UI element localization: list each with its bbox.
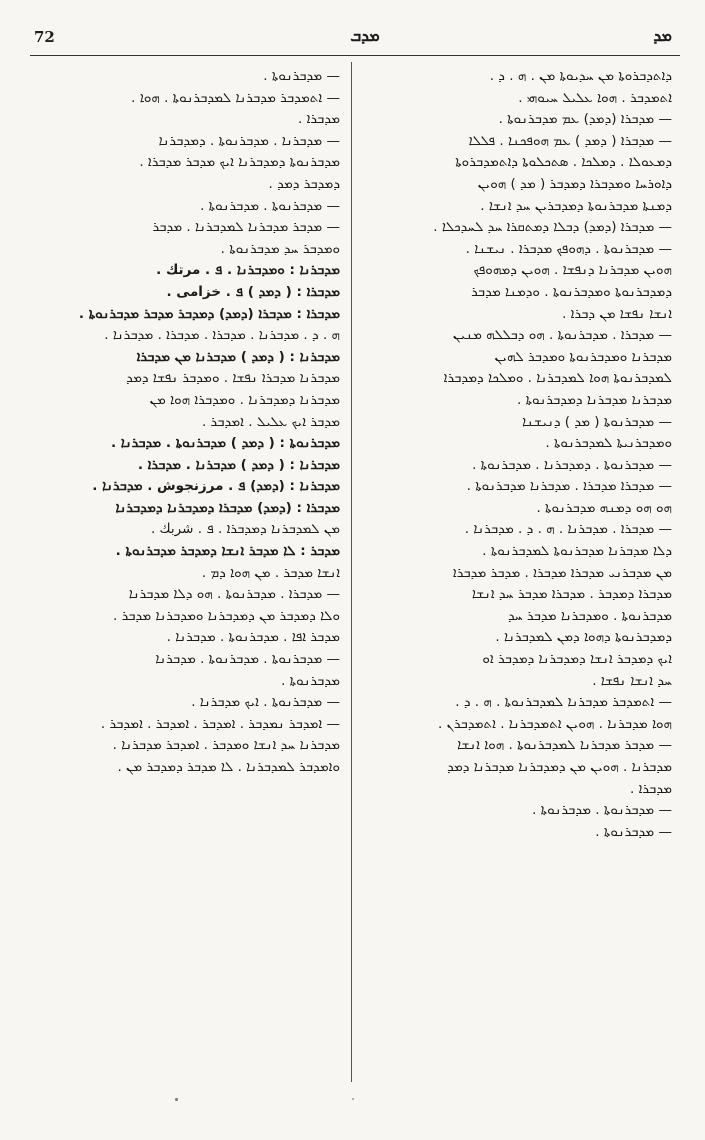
entry-line: — ܡܕܒܪܢܘܬܐ ( ܡܕ ) ܕܢܝܫܢܐ [522,413,672,430]
page-header [30,26,680,52]
entry-line: ܗܘܝܢ ܡܕܒܪܢܐ ܕܢܦܫܐ . ܗܘܝܢ ܕܡܗܘܦܟ [473,262,672,279]
entry-line: — ܡܕܒܪܐ ܡܕܒܪܐ . ܡܕܒܪܢܐ ܡܕܒܪܢܘܬܐ . [466,478,672,495]
entry-line: — ܡܕܒܪܐ (ܕܡܕ) ܥܡ ܡܕܒܪܢܘܬܐ . [498,111,672,128]
entry-line: ܡܕܒܪܢܐ ܡܕܒܪܐ ܢܦܫܐ . ܘܡܕܒܪ ܢܦܫܐ ܕܡܕ [126,370,340,387]
entry-line: ܡܕܒܪܢܐ ܘܡܕܒܪܢܘܬܐ ܘܡܕܒܪ ܠܗܝܢ [494,348,672,365]
entry-line: ܕܠܐ ܡܕܒܪܢܐ ܡܕܒܪܢܘܬܐ ܠܡܕܒܪܢܘܬܐ . [482,543,672,560]
headword-line: ܡܕܒܪܢܐ : (ܕܡܕ) ܦ . مرزنجوش . ܡܕܒܪܢܐ . [92,478,340,495]
entry-line: ܡܕܒܪܐ ܕܡܕܒܪ . ܡܕܒܪܐ ܡܕܒܪ ܚܕ ܐܢܫܐ [471,586,672,603]
entry-line: — ܡܕܒܪܢܘܬܐ . ܡܕܒܪܢܘܬܐ . [200,197,340,214]
entry-line: ܕܡܥܘܠܐ . ܕܡܠܟܐ . ܣܬܟܠܘܬܐ ܕܐܬܡܕܒܪܘܬܐ [455,154,672,171]
headword-line: ܡܕܒܪܢܘܬܐ : ( ܕܡܕ ) ܡܕܒܪܢܘܬܐ . ܡܕܒܪܢܐ . [110,435,340,452]
headword-line: ܡܕܒܪܢܐ : ( ܕܡܕ ) ܡܕܒܪܢܐ ܡܢ ܡܕܒܪܐ [136,348,340,365]
entry-line: — ܡܕܒܪܐ . ܡܕܒܪܢܘܬܐ . ܗܘ ܕܠܐ ܡܕܒܪܢܐ [128,586,340,603]
entry-line: ܡܕܒܪܐ . [630,780,672,797]
entry-line: ܕܐܘܪܚܐ ܘܡܕܒܪܐ ܕܡܕܒܪ ( ܡܕ ) ܗܘܝܢ [477,175,672,192]
entry-line: — ܡܕܒܪܢܐ . ܡܕܒܪܢܘܬܐ . ܕܡܕܒܪܢܐ [158,132,340,149]
entry-line: ܡܕܒܪܢܘܬܐ . [281,672,340,689]
entry-line: ܡܕܒܪܢܘܬܐ ܕܡܕܒܪܢܐ ܐܝܟ ܡܕܒܪ ܡܕܒܪܐ . [139,154,340,171]
entry-line: ܡܕܒܪܢܐ ܕܡܕܒܪܢܐ . ܘܡܕܒܪܐ ܗܘܐ ܡܢ [149,391,340,408]
entry-line: — ܡܕܒܪܢܘܬܐ . [263,68,340,84]
entry-line: — ܡܕܒܪܐ . ܡܕܒܪܢܐ . ܗ . ܕ . ܡܕܒܪܢܐ . [464,521,672,538]
entry-line: ܡܕܒܪܢܐ . ܗܘܝܢ ܡܢ ܕܡܕܒܪܢܐ ܡܕܒܪܢܐ ܕܡܕ [447,759,672,775]
entry-line: ܕܐܬܕܒܪܘܬܐ ܡܢ ܚܕܝܘܬܐ ܡܢ . ܗ . ܕ . [489,68,672,84]
entry-line: ܡܕܒܪ ܐܦܐ . ܡܕܒܪܢܘܬܐ . ܡܕܒܪܢܐ . [166,629,340,646]
headword-line: ܡܕܒܪܐ : ܡܕܒܪܐ (ܕܡܕ) ܕܡܕܒܪ ܡܕܒܪ ܡܕܒܪܢܘܬܐ . [78,305,340,322]
headword-line: ܡܕܒܪܐ : ( ܕܡܕ ) ܦ . خزامى . [166,283,340,300]
entry-line: ܐܢܫܐ ܢܦܫܐ ܡܢ ܕܒܪܐ . [562,305,672,322]
entry-line: ܠܡܕܒܪܢܘܬܐ ܗܘܐ ܠܡܕܒܪܢܐ . ܘܡܠܟܐ ܕܡܕܒܪܐ [443,370,672,387]
entry-line: ܗ . ܕ . ܡܕܒܪܢܐ . ܡܕܒܪܐ . ܡܕܒܪܐ . ܡܕܒܪܢܐ . [104,327,340,344]
headword-line: ܡܕܒܪ : ܠܐ ܡܕܒܪ ܐܢܫܐ ܕܡܕܒܪ ܡܕܒܪܢܘܬܐ . [115,543,340,560]
entry-line: ܗܘܐ ܡܕܒܪܢܐ . ܗܘܝܢ ܐܬܡܕܒܪܢܐ . ܐܬܡܕܒܪܢ . [437,715,672,732]
entry-line: — ܡܕܒܪ ܡܕܒܪܢܐ ܠܡܕܒܪܢܐ . ܡܕܒܪ [152,219,340,236]
running-head: ܡܕܒ [350,26,380,45]
page-number: 72 [34,28,55,46]
entry-line: ܡܕܒܪܢܐ ܡܕܒܪܢܐ ܕܡܕܒܪܢܘܬܐ . [516,391,672,408]
right-column [362,66,672,1076]
entry-line: — ܐܡܕܒܪ ܢܡܕܒܪ . ܐܡܕܒܪ . ܐܡܕܒܪ . ܐܡܕܒܪ . [100,715,340,732]
entry-line: — ܡܕܒܪܢܘܬܐ . ܡܕܒܪܢܘܬܐ . ܡܕܒܪܢܐ [155,651,340,668]
entry-line: — ܡܕܒܪܐ . ܡܕܒܪܢܘܬܐ . ܗܘ ܕܒܠܠܗ ܡܢܝܢ [452,327,672,344]
entry-line: ܡܕܒܪܐ . [298,111,340,128]
page-speck [175,1098,178,1101]
entry-line: — ܐܬܡܕܒܪ ܡܕܒܪܢܐ ܠܡܕܒܪܢܘܬܐ . ܗܘܐ . [131,89,340,106]
entry-line: ܡܢ ܠܡܕܒܪܢܐ ܕܡܕܒܪܐ . ܦ . شربك . [150,521,340,538]
entry-line: — ܡܕܒܪ ܡܕܒܪܢܐ ܠܡܕܒܪܢܘܬܐ . ܗܘܐ ܐܢܫܐ [457,737,672,754]
entry-line: ܘܐܡܕܒܪ ܠܡܕܒܪܢܐ . ܠܐ ܡܕܒܪ ܕܡܕܒܪ ܡܢ . [117,759,340,775]
entry-line: ܕܡܢܬܐ ܡܕܒܪܢܘܬܐ ܕܡܕܒܪܝܢ ܚܕ ܐܢܫܐ . [480,197,672,214]
entry-line: — ܡܕܒܪܢܘܬܐ . [595,823,672,840]
entry-line: — ܡܕܒܪܢܘܬܐ . ܡܕܒܪܢܘܬܐ . [532,802,672,819]
headword-line: ܡܕܒܪܢܐ : ܘܡܕܒܪܢܐ . ܦ . مرتك . [156,262,340,279]
entry-line: ܗܘ ܗܘ ܕܡܢܗ ܡܕܒܪܢܘܬܐ . [536,499,672,516]
entry-line: — ܡܕܒܪܢܘܬܐ . ܐܝܟ ܡܕܒܪܢܐ . [191,694,340,711]
entry-line: ܐܬܡܕܒܪ . ܗܘܐ ܥܠܝܠ ܚܝܘܗܝ . [518,89,672,106]
entry-line: ܡܕܒܪܢܘܬܐ . ܘܡܕܒܪܢܐ ܡܕܒܪ ܚܕ [507,607,672,624]
entry-line: ܘܠܐ ܕܡܕܒܪ ܡܢ ܕܡܕܒܪܢܐ ܘܡܕܒܪܢܐ ܡܕܒܪ . [113,607,340,624]
entry-line: ܘܡܕܒܪܢܝܬܐ ܠܡܕܒܪܢܘܬܐ . [545,435,672,452]
entry-line: — ܡܕܒܪܐ ( ܕܡܕ ) ܥܡ ܗܘܦܟܢܐ . ܦܠܠܐ [468,132,672,149]
entry-line: — ܐܬܡܕܒܪ ܡܕܒܪܢܐ ܠܡܕܒܪܢܘܬܐ . ܗ . ܕ . [455,694,672,711]
left-column [36,66,340,1076]
entry-line: ܕܡܕܒܪܢܘܬܐ ܕܗܘܐ ܕܡܢ ܠܡܕܒܪܢܐ . [495,629,672,646]
entry-line: ܡܕܒܪܢܐ ܚܕ ܐܢܫܐ ܘܡܕܒܪ . ܐܡܕܒܪ ܡܕܒܪܢܐ . [112,737,340,754]
headword-line: ܡܕܒܪܢܐ : ( ܕܡܕ ) ܡܕܒܪܢܐ . ܡܕܒܪܐ . [137,456,340,473]
entry-line: — ܡܕܒܪܢܘܬܐ . ܕܡܕܒܪܢܐ . ܡܕܒܪܢܘܬܐ . [472,456,672,473]
entry-line: ܐܝܟ ܕܡܕܒܪ ܐܢܫܐ ܕܡܕܒܪܢܐ ܕܡܕܒܪ ܐܘ [482,651,672,668]
entry-line: ܡܢ ܡܕܒܪܢܝ ܡܕܒܪܐ ܡܕܒܪܐ . ܡܕܒܪ ܡܕܒܪܐ [452,564,672,581]
entry-line: ܘܡܕܒܪ ܚܕ ܡܕܒܪܢܘܬܐ . [220,240,340,257]
corner-word: ܡܕ [653,26,672,45]
entry-line: ܡܕܒܪ ܐܝܟ ܥܠܝܠ . ܐܡܕܒܪ . [201,413,340,430]
entry-line: ܕܡܕܒܪ ܕܡܕ . [268,175,340,192]
entry-line: — ܡܕܒܪܐ (ܕܡܕ) ܕܒܠܐ ܕܡܬܩܪܐ ܚܕ ܠܚܕܟܠܐ . [433,219,672,236]
page-speck [352,1098,354,1100]
header-rule [30,55,680,56]
column-divider [351,62,352,1082]
entry-line: — ܡܕܒܪܢܘܬܐ . ܕܗܘܦܟ ܡܕܒܪܐ . ܢܝܫܢܐ . [465,240,672,257]
entry-line: ܚܕ ܐܢܫܐ ܢܦܫܐ . [592,672,672,689]
headword-line: ܡܕܒܪܐ : (ܕܡܕ) ܡܕܒܪܐ ܕܡܕܒܪܢܐ ܕܡܕܒܪܢܐ [115,499,340,516]
entry-line: ܕܡܕܒܪܢܘܬܐ ܘܡܕܒܪܢܘܬܐ . ܘܕܡܢܐ ܡܕܒܪ [471,283,672,300]
entry-line: ܐܢܫܐ ܡܕܒܪ . ܡܢ ܗܘܐ ܕܡ . [201,564,340,581]
